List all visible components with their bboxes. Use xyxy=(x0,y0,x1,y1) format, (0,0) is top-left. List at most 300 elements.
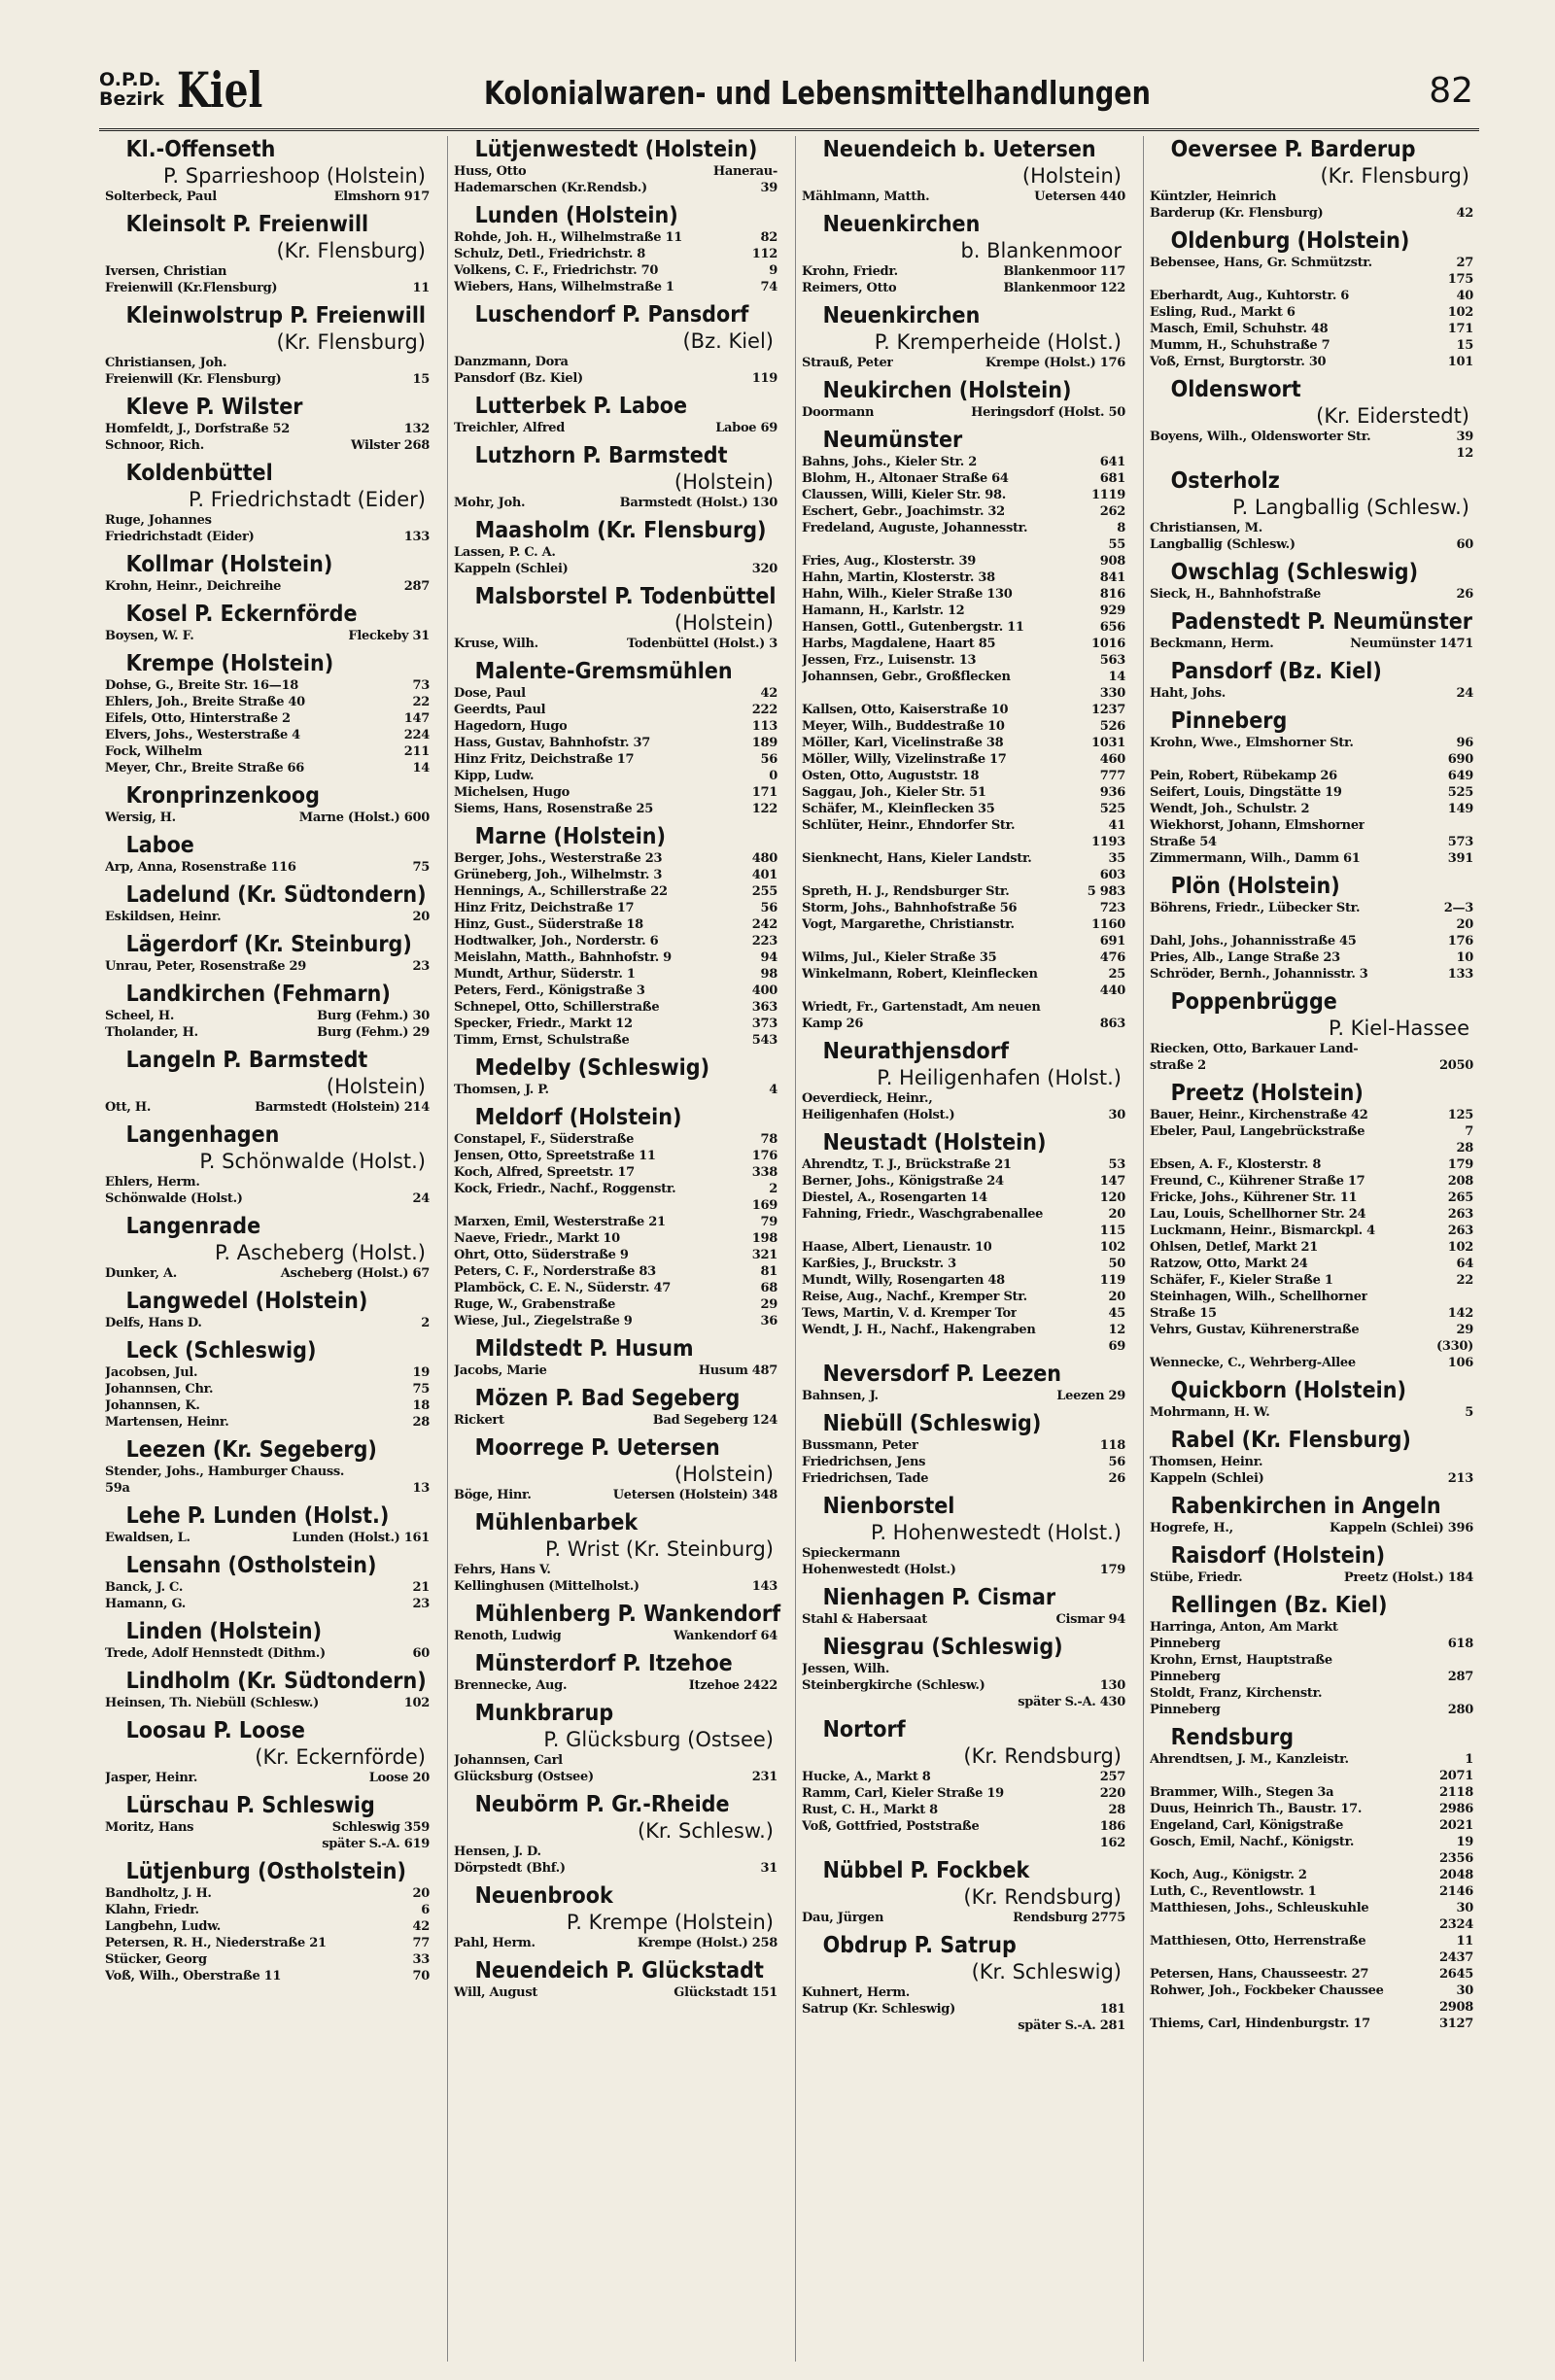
place-heading: Oldenswort xyxy=(1170,377,1301,402)
listing-entry xyxy=(105,958,430,975)
place-heading: Laboe xyxy=(125,833,194,858)
place-section xyxy=(454,1104,778,1329)
place-section xyxy=(105,136,430,205)
listing-entry xyxy=(1150,1470,1473,1487)
place-section xyxy=(105,1858,430,1984)
place-section xyxy=(454,202,778,295)
place-heading: Ladelund (Kr. Südtondern) xyxy=(125,882,427,908)
entry-name: Thiems, Carl, Hindenburgstr. 17 xyxy=(1150,2017,1370,2031)
entry-phone: 41 xyxy=(1108,818,1125,833)
entry-phone: 20 xyxy=(412,910,430,924)
place-section xyxy=(105,1121,430,1207)
entry-name: Luth, C., Reventlowstr. 1 xyxy=(1150,1884,1317,1899)
listing-entry xyxy=(1150,1057,1473,1074)
listing-entry xyxy=(105,1596,430,1612)
post-office-line: P. Hohenwestedt (Holst.) xyxy=(870,1521,1122,1544)
entry-phone: 45 xyxy=(1108,1306,1125,1321)
listing-entry xyxy=(802,1156,1125,1173)
place-section xyxy=(105,1502,430,1546)
place-section xyxy=(802,1932,1125,2034)
entry-phone: Blankenmoor 117 xyxy=(1003,264,1125,279)
entry-phone: 28 xyxy=(412,1415,430,1430)
listing-entry xyxy=(802,404,1125,421)
entry-name: Karßies, J., Bruckstr. 3 xyxy=(802,1257,956,1271)
entry-name: Ehlers, Joh., Breite Straße 40 xyxy=(105,695,305,709)
place-heading: Neversdorf P. Leezen xyxy=(822,1362,1062,1387)
place-heading: Krempe (Holstein) xyxy=(125,651,334,676)
entry-name: Spieckermann xyxy=(802,1546,901,1561)
listing-entry xyxy=(105,743,430,760)
entry-phone: 186 xyxy=(1099,1819,1125,1834)
entry-name: Johannsen, Gebr., Großflecken xyxy=(802,670,1011,684)
entry-phone: 171 xyxy=(1447,322,1473,336)
bezirk-label: Bezirk xyxy=(99,88,164,110)
place-heading: Rellingen (Bz. Kiel) xyxy=(1170,1593,1388,1618)
place-section xyxy=(802,136,1125,205)
entry-phone: 130 xyxy=(1099,1678,1125,1693)
entry-name: Spreth, H. J., Rendsburger Str. xyxy=(802,884,1010,899)
place-section xyxy=(105,1792,430,1852)
entry-name: Krohn, Heinr., Deichreihe xyxy=(105,579,282,594)
entry-name: 59a xyxy=(105,1481,130,1496)
place-section xyxy=(105,881,430,925)
entry-phone: 11 xyxy=(412,281,430,295)
place-section xyxy=(1150,1592,1473,1718)
listing-entry xyxy=(802,983,1125,999)
place-heading: Nortorf xyxy=(822,1717,906,1742)
entry-name: Schlüter, Heinr., Ehndorfer Str. xyxy=(802,818,1016,833)
entry-phone: 573 xyxy=(1447,835,1473,849)
listing-entry xyxy=(105,189,430,205)
entry-phone: 181 xyxy=(1099,2002,1125,2017)
listing-entry xyxy=(1150,1206,1473,1223)
entry-phone: 56 xyxy=(760,752,778,767)
place-heading: Lehe P. Lunden (Holst.) xyxy=(125,1503,390,1529)
entry-name: Unrau, Peter, Rosenstraße 29 xyxy=(105,959,306,974)
place-section xyxy=(454,1650,778,1694)
entry-name: Stoldt, Franz, Kirchenstr. xyxy=(1150,1686,1323,1701)
page-number: 82 xyxy=(1429,71,1473,111)
listing-entry xyxy=(105,512,430,529)
entry-phone: 30 xyxy=(1456,1983,1473,1998)
listing-entry xyxy=(454,1164,778,1181)
place-heading: Kleve P. Wilster xyxy=(125,395,303,420)
listing-entry xyxy=(105,421,430,437)
listing-entry xyxy=(802,1388,1125,1404)
entry-name: Banck, J. C. xyxy=(105,1580,184,1595)
entry-name: Doormann xyxy=(802,405,875,420)
entry-name: Hansen, Gottl., Gutenbergstr. 11 xyxy=(802,620,1024,635)
entry-phone: 29 xyxy=(1456,1323,1473,1337)
listing-entry xyxy=(1150,1256,1473,1272)
listing-entry xyxy=(454,949,778,966)
entry-name: Stübe, Friedr. xyxy=(1150,1570,1243,1585)
place-section xyxy=(802,1493,1125,1578)
listing-entry xyxy=(454,1628,778,1644)
post-office-line: (Kr. Eiderstedt) xyxy=(1316,404,1469,428)
entry-name: Eskildsen, Heinr. xyxy=(105,910,222,924)
listing-entry xyxy=(454,229,778,246)
listing-entry xyxy=(105,1819,430,1836)
entry-name: Delfs, Hans D. xyxy=(105,1316,202,1330)
place-section xyxy=(454,136,778,196)
entry-name: Rohwer, Joh., Fockbeker Chaussee xyxy=(1150,1983,1384,1998)
listing-entry xyxy=(454,1296,778,1313)
post-office-line: (Holstein) xyxy=(1021,164,1122,188)
listing-entry xyxy=(105,1008,430,1024)
entry-name: Tholander, H. xyxy=(105,1025,198,1040)
listing-entry xyxy=(1150,1272,1473,1289)
entry-phone: 78 xyxy=(760,1132,778,1147)
entry-phone: Wankendorf 64 xyxy=(674,1629,778,1643)
listing-entry xyxy=(1150,1751,1473,1768)
place-section xyxy=(802,1129,1125,1355)
entry-name: Fahning, Friedr., Waschgrabenallee xyxy=(802,1207,1044,1222)
entry-name: Schäfer, M., Kleinflecken 35 xyxy=(802,802,995,816)
listing-entry xyxy=(1150,429,1473,445)
entry-phone: 55 xyxy=(1108,537,1125,552)
listing-entry xyxy=(1150,900,1473,916)
entry-name: Meislahn, Matth., Bahnhofstr. 9 xyxy=(454,950,672,965)
post-office-line: (Kr. Schlesw.) xyxy=(637,1819,774,1843)
entry-phone: 525 xyxy=(1099,802,1125,816)
listing-entry xyxy=(454,1148,778,1164)
entry-name: Steinbergkirche (Schlesw.) xyxy=(802,1678,985,1693)
listing-entry xyxy=(1150,189,1473,205)
entry-name: Jasper, Heinr. xyxy=(105,1771,198,1785)
entry-phone: 162 xyxy=(1099,1836,1125,1850)
entry-phone: 26 xyxy=(1456,587,1473,602)
entry-name: Pahl, Herm. xyxy=(454,1936,536,1950)
place-section xyxy=(105,782,430,826)
listing-entry xyxy=(454,850,778,867)
listing-entry xyxy=(802,867,1125,883)
entry-phone: 75 xyxy=(412,1382,430,1397)
entry-name: Kappeln (Schlei) xyxy=(1150,1471,1264,1486)
entry-name: Thomsen, J. P. xyxy=(454,1083,549,1097)
listing-entry xyxy=(1150,1669,1473,1685)
entry-phone: 263 xyxy=(1447,1207,1473,1222)
post-office-line: P. Schönwalde (Holst.) xyxy=(199,1150,426,1173)
place-section xyxy=(454,1957,778,2001)
entry-name: Wennecke, C., Wehrberg-Allee xyxy=(1150,1356,1356,1370)
listing-entry xyxy=(454,768,778,784)
entry-name: Klahn, Friedr. xyxy=(105,1903,199,1917)
entry-name: Friedrichsen, Jens xyxy=(802,1455,926,1469)
entry-phone: 120 xyxy=(1099,1190,1125,1205)
place-heading: Mühlenberg P. Wankendorf xyxy=(474,1602,781,1627)
entry-phone: 2986 xyxy=(1439,1802,1473,1816)
entry-name: Saggau, Joh., Kieler Str. 51 xyxy=(802,785,986,800)
entry-phone: 908 xyxy=(1099,554,1125,569)
listing-entry xyxy=(802,1694,1125,1710)
listing-entry xyxy=(454,916,778,933)
entry-phone: 147 xyxy=(403,711,430,726)
place-section xyxy=(105,1618,430,1662)
city-name: Kiel xyxy=(177,61,263,119)
place-heading: Langenrade xyxy=(125,1214,261,1239)
entry-name: Marxen, Emil, Westerstraße 21 xyxy=(454,1215,666,1229)
entry-name: Langballig (Schlesw.) xyxy=(1150,537,1296,552)
entry-phone: 24 xyxy=(1456,686,1473,701)
entry-phone: Burg (Fehm.) 29 xyxy=(317,1025,430,1040)
entry-name: Vogt, Margarethe, Christianstr. xyxy=(802,917,1015,932)
entry-phone: 400 xyxy=(751,983,778,998)
entry-name: Fehrs, Hans V. xyxy=(454,1563,551,1577)
entry-name: Constapel, F., Süderstraße xyxy=(454,1132,635,1147)
place-heading: Leezen (Kr. Segeberg) xyxy=(125,1437,377,1463)
listing-entry xyxy=(802,263,1125,280)
entry-phone: 2908 xyxy=(1439,2000,1473,2015)
page-title: Kolonialwaren- und Lebensmittelhandlungen xyxy=(484,74,1151,112)
place-heading: Neuenkirchen xyxy=(822,212,981,237)
entry-phone: 94 xyxy=(760,950,778,965)
place-heading: Raisdorf (Holstein) xyxy=(1170,1543,1386,1569)
entry-name: Beckmann, Herm. xyxy=(1150,637,1274,651)
place-section xyxy=(454,658,778,817)
entry-name: Naeve, Friedr., Markt 10 xyxy=(454,1231,620,1246)
entry-phone: Krempe (Holst.) 258 xyxy=(637,1936,778,1950)
listing-entry xyxy=(105,1315,430,1331)
listing-entry xyxy=(1150,768,1473,784)
entry-name: Wiekhorst, Johann, Elmshorner xyxy=(1150,818,1365,833)
entry-name: Hucke, A., Markt 8 xyxy=(802,1770,931,1784)
listing-entry xyxy=(105,1190,430,1207)
entry-phone: 169 xyxy=(751,1198,778,1213)
listing-entry xyxy=(105,1836,430,1852)
place-heading: Kronprinzenkoog xyxy=(125,783,320,809)
entry-name: Brennecke, Aug. xyxy=(454,1678,568,1693)
entry-name: Danzmann, Dora xyxy=(454,355,569,369)
place-heading: Obdrup P. Satrup xyxy=(822,1933,1017,1958)
entry-phone: 64 xyxy=(1456,1257,1473,1271)
place-heading: Neuenbrook xyxy=(474,1883,613,1909)
place-heading: Langeln P. Barmstedt xyxy=(125,1048,368,1073)
listing-entry xyxy=(1150,1817,1473,1834)
entry-name: Schulz, Detl., Friedrichstr. 8 xyxy=(454,247,646,261)
entry-name: Johannsen, K. xyxy=(105,1398,200,1413)
entry-name: Ahrendtz, T. J., Brückstraße 21 xyxy=(802,1157,1012,1172)
place-section xyxy=(802,427,1125,1032)
listing-entry xyxy=(1150,586,1473,603)
listing-entry xyxy=(105,727,430,743)
place-heading: Linden (Holstein) xyxy=(125,1619,323,1644)
entry-name: Lassen, P. C. A. xyxy=(454,545,556,560)
place-section xyxy=(1150,136,1473,222)
listing-entry xyxy=(454,1032,778,1049)
listing-entry xyxy=(802,949,1125,966)
entry-phone: 265 xyxy=(1447,1190,1473,1205)
listing-entry xyxy=(105,1364,430,1381)
entry-name: Peters, Ferd., Königstraße 3 xyxy=(454,983,645,998)
entry-name: Kipp, Ludw. xyxy=(454,769,535,783)
entry-name: Mohrmann, H. W. xyxy=(1150,1405,1270,1420)
entry-phone: Blankenmoor 122 xyxy=(1003,281,1125,295)
place-section xyxy=(105,1717,430,1786)
place-section xyxy=(802,1857,1125,1926)
entry-phone: 287 xyxy=(1447,1670,1473,1684)
entry-phone: 28 xyxy=(1108,1803,1125,1817)
listing-entry xyxy=(105,1645,430,1662)
entry-name: Mundt, Willy, Rosengarten 48 xyxy=(802,1273,1005,1288)
listing-entry xyxy=(1150,288,1473,304)
listing-entry xyxy=(454,751,778,768)
entry-phone: 22 xyxy=(412,695,430,709)
entry-phone: Krempe (Holst.) 176 xyxy=(985,356,1125,370)
entry-phone: 691 xyxy=(1099,934,1125,949)
entry-name: Eifels, Otto, Hinterstraße 2 xyxy=(105,711,291,726)
listing-entry xyxy=(105,1951,430,1968)
entry-phone: 2021 xyxy=(1439,1818,1473,1833)
place-heading: Neurathjensdorf xyxy=(822,1039,1009,1064)
listing-entry xyxy=(802,1785,1125,1802)
listing-entry xyxy=(454,1412,778,1429)
listing-entry xyxy=(105,1770,430,1786)
listing-entry xyxy=(454,1263,778,1280)
place-section xyxy=(105,1552,430,1612)
entry-phone: 603 xyxy=(1099,868,1125,882)
place-heading: Lütjenburg (Ostholstein) xyxy=(125,1859,406,1884)
listing-entry xyxy=(454,1677,778,1694)
entry-name: Heiligenhafen (Holst.) xyxy=(802,1108,955,1122)
place-heading: Oldenburg (Holstein) xyxy=(1170,228,1410,254)
listing-entry xyxy=(802,768,1125,784)
listing-entry xyxy=(105,355,430,371)
entry-name: Reise, Aug., Nachf., Kremper Str. xyxy=(802,1290,1027,1304)
place-section xyxy=(454,1335,778,1379)
entry-name: Kappeln (Schlei) xyxy=(454,562,569,576)
entry-phone: 75 xyxy=(412,860,430,875)
entry-name: Voß, Gottfried, Poststraße xyxy=(802,1819,980,1834)
listing-entry xyxy=(802,2001,1125,2018)
entry-name: Heinsen, Th. Niebüll (Schlesw.) xyxy=(105,1696,319,1710)
listing-entry xyxy=(1150,1916,1473,1933)
entry-phone: 106 xyxy=(1447,1356,1473,1370)
entry-phone: Schleswig 359 xyxy=(331,1820,430,1835)
entry-name: Treichler, Alfred xyxy=(454,421,566,435)
entry-name: Thomsen, Heinr. xyxy=(1150,1455,1263,1469)
entry-phone: 242 xyxy=(751,917,778,932)
listing-entry xyxy=(454,784,778,801)
entry-phone: 60 xyxy=(1456,537,1473,552)
entry-phone: 18 xyxy=(412,1398,430,1413)
entry-phone: 6 xyxy=(421,1903,430,1917)
entry-phone: 21 xyxy=(412,1580,430,1595)
place-section xyxy=(105,931,430,975)
entry-name: Ruge, Johannes xyxy=(105,513,212,528)
entry-name: Hennings, A., Schillerstraße 22 xyxy=(454,884,668,899)
place-section xyxy=(802,211,1125,296)
place-section xyxy=(1150,707,1473,867)
listing-entry xyxy=(802,536,1125,553)
place-heading: Munkbrarup xyxy=(474,1701,614,1726)
entry-phone: 5 xyxy=(1465,1405,1473,1420)
entry-phone: Kappeln (Schlei) 396 xyxy=(1330,1521,1473,1535)
entry-name: Christiansen, Joh. xyxy=(105,356,227,370)
entry-phone: 26 xyxy=(1108,1471,1125,1486)
listing-entry xyxy=(802,355,1125,371)
place-heading: Landkirchen (Fehmarn) xyxy=(125,982,391,1007)
entry-phone: 73 xyxy=(412,678,430,693)
listing-entry xyxy=(105,1414,430,1431)
entry-phone: 262 xyxy=(1099,504,1125,519)
place-section xyxy=(105,650,430,776)
listing-entry xyxy=(454,163,778,180)
listing-entry xyxy=(802,751,1125,768)
entry-phone: 133 xyxy=(1447,967,1473,982)
entry-name: Schröder, Bernh., Johannisstr. 3 xyxy=(1150,967,1368,982)
entry-name: Hohenwestedt (Holst.) xyxy=(802,1563,956,1577)
entry-phone: später S.-A. 281 xyxy=(1018,2018,1125,2033)
listing-entry xyxy=(105,1935,430,1951)
listing-entry xyxy=(1150,636,1473,652)
listing-entry xyxy=(1150,1520,1473,1536)
listing-entry xyxy=(802,1256,1125,1272)
listing-entry xyxy=(105,1902,430,1918)
listing-entry xyxy=(802,1338,1125,1355)
listing-entry xyxy=(1150,354,1473,370)
entry-phone: 816 xyxy=(1099,587,1125,602)
entry-phone: 102 xyxy=(403,1696,430,1710)
place-heading: Langwedel (Holstein) xyxy=(125,1289,368,1314)
listing-entry xyxy=(105,694,430,710)
entry-phone: Rendsburg 2775 xyxy=(1013,1911,1125,1925)
listing-entry xyxy=(802,1910,1125,1926)
entry-name: Johannsen, Chr. xyxy=(105,1382,214,1397)
entry-phone: 20 xyxy=(412,1886,430,1901)
entry-name: Hogrefe, H., xyxy=(1150,1521,1233,1535)
listing-entry xyxy=(802,685,1125,702)
entry-phone: 222 xyxy=(751,703,778,717)
entry-phone: 69 xyxy=(1108,1339,1125,1354)
listing-entry xyxy=(802,900,1125,916)
listing-entry xyxy=(1150,1702,1473,1718)
entry-name: Volkens, C. F., Friedrichstr. 70 xyxy=(454,263,659,278)
entry-name: Hahn, Martin, Klosterstr. 38 xyxy=(802,570,995,585)
place-section xyxy=(454,1054,778,1098)
place-section xyxy=(454,393,778,436)
entry-phone: 176 xyxy=(1447,934,1473,949)
entry-name: Friedrichsen, Tade xyxy=(802,1471,929,1486)
listing-entry xyxy=(802,817,1125,834)
place-heading: Mühlenbarbek xyxy=(474,1510,639,1535)
listing-entry xyxy=(802,586,1125,603)
listing-entry xyxy=(802,1545,1125,1562)
entry-phone: 132 xyxy=(403,422,430,436)
post-office-line: P. Kiel-Hassee xyxy=(1328,1017,1469,1040)
entry-name: Satrup (Kr. Schleswig) xyxy=(802,2002,955,2017)
entry-phone: 125 xyxy=(1447,1108,1473,1122)
entry-name: Sieck, H., Bahnhofstraße xyxy=(1150,587,1322,602)
place-section xyxy=(454,1700,778,1785)
listing-entry xyxy=(802,1802,1125,1818)
place-heading: Rabenkirchen in Angeln xyxy=(1170,1494,1441,1519)
entry-name: Homfeldt, J., Dorfstraße 52 xyxy=(105,422,291,436)
entry-name: Timm, Ernst, Schulstraße xyxy=(454,1033,630,1048)
entry-name: Dörpstedt (Bhf.) xyxy=(454,1861,566,1876)
listing-entry xyxy=(1150,1949,1473,1966)
entry-name: Ahrendtsen, J. M., Kanzleistr. xyxy=(1150,1752,1349,1767)
post-office-line: P. Heiligenhafen (Holst.) xyxy=(877,1066,1122,1089)
entry-name: Matthiesen, Otto, Herrenstraße xyxy=(1150,1934,1366,1949)
column-4 xyxy=(1143,136,1479,2362)
place-section xyxy=(1150,227,1473,370)
listing-entry xyxy=(1150,321,1473,337)
entry-name: Krohn, Ernst, Hauptstraße xyxy=(1150,1653,1332,1668)
entry-phone: 1119 xyxy=(1091,488,1125,502)
entry-name: Mundt, Arthur, Süderstr. 1 xyxy=(454,967,636,982)
entry-phone: 257 xyxy=(1099,1770,1125,1784)
